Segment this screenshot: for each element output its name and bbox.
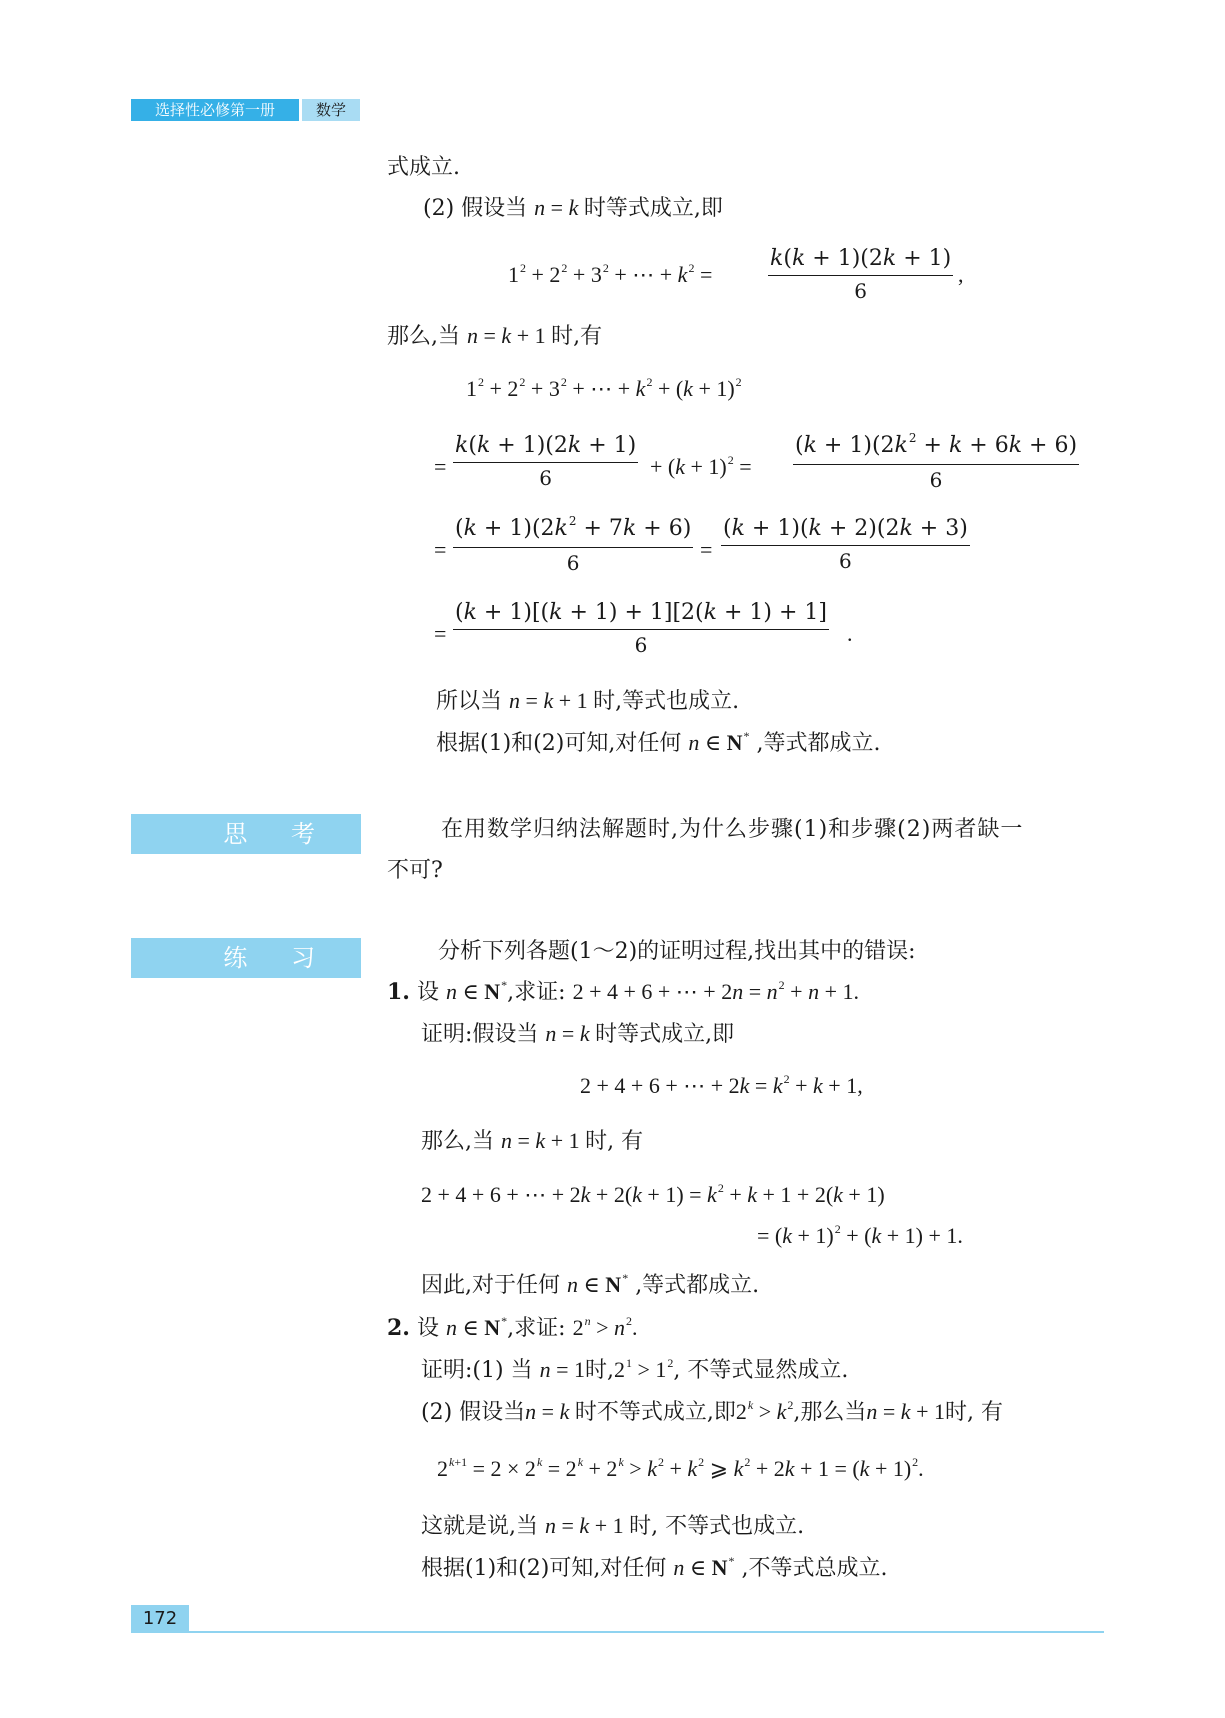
page-number: 172 [131,1605,189,1633]
q1-statement: 1. 设 n ∈ N*,求证: 2 + 4 + 6 + ⋯ + $2n = n^2 + n + 1$. [387,978,859,1005]
think-text-2: 不可? [387,858,443,883]
then-line: 那么,当 n = k + 1 时,有 [387,323,603,349]
hypothesis-lhs: $1^2 + 2^2 + 3^2$ + ⋯ + $k^2$ = [508,261,713,287]
q2-conclude: 这就是说,当 n = k + 1 时, 不等式也成立. [421,1513,805,1539]
practice-label: 练 习 [131,938,361,978]
q2-step-1: 证明:(1) 当 n = 1时$,2^1 > 1^2$, 不等式显然成立. [421,1356,849,1383]
think-text-1: 在用数学归纳法解题时,为什么步骤(1)和步骤(2)两者缺一 [441,817,1024,842]
header-series-label: 选择性必修第一册 [131,99,299,121]
think-label: 思 考 [131,814,361,854]
derivation-frac-4: $\frac{(k + 1)(k + 2)(2k + 3)}{6}$ [723,516,968,573]
q2-step-2: (2) 假设当n = k 时不等式成立,即$2^k > k^2$,那么当n = k + 1时, 有 [421,1398,1003,1425]
step2-mid: 时等式成立,即 [583,196,723,221]
derivation-frac-1: $\frac{k(k + 1)(2k + 1)}{6}$ [455,433,637,490]
q1-derivation-1: 2 + 4 + 6 + ⋯ + $2k + 2(k + 1) = k^2 + k + 1 + 2(k + 1)$ [421,1181,885,1207]
q1-proof: 证明:假设当 n = k 时等式成立,即 [421,1021,735,1047]
practice-intro: 分析下列各题(1～2)的证明过程,找出其中的错误: [438,939,916,964]
derivation-frac-3: $\frac{(k + 1)(2k^2 + 7k + 6)}{6}$ [455,514,692,575]
q2-derivation: $2^{k+1} = 2 \times 2^k = 2^k + 2^k > k^2 + k^2$ ⩾ $k^2 + 2k + 1 = (k + 1)^2$. [437,1455,924,1481]
step2-intro: (2) 假设当 [423,196,528,221]
proof-line-1: 式成立. [387,155,460,180]
footer-divider [189,1631,1104,1633]
final-line: 根据(1)和(2)可知,对任何 n ∈ N* ,等式都成立. [436,729,881,756]
q1-conclude: 因此,对于任何 n ∈ N* ,等式都成立. [421,1271,760,1298]
derivation-frac-2: $\frac{(k + 1)(2k^2 + k + 6k + 6)}{6}$ [795,431,1078,492]
header-subject-label: 数学 [302,99,360,121]
conclude-line: 所以当 n = k + 1 时,等式也成立. [436,688,740,714]
q1-derivation-2: = $(k + 1)^2 + (k + 1) + 1$. [757,1222,963,1248]
derivation-frac-5: $\frac{(k + 1)[(k + 1) + 1][2(k + 1) + 1]}{6}$ [455,600,827,657]
derivation-start: $1^2 + 2^2 + 3^2$ + ⋯ + $k^2 + (k + 1)^2$ [466,375,742,401]
hypothesis-fraction: $\frac{k(k + 1)(2k + 1)}{6}$ [770,246,952,303]
q2-final: 根据(1)和(2)可知,对任何 n ∈ N* ,不等式总成立. [421,1554,888,1581]
q2-statement: 2. 设 n ∈ N*,求证: $2^n > n^2$. [387,1314,638,1341]
proof-step-2: (2) 假设当 n = k 时等式成立,即 [423,195,723,221]
q1-hypothesis: 2 + 4 + 6 + ⋯ + $2k = k^2 + k + 1$, [580,1072,863,1098]
q1-then: 那么,当 n = k + 1 时, 有 [421,1128,644,1154]
